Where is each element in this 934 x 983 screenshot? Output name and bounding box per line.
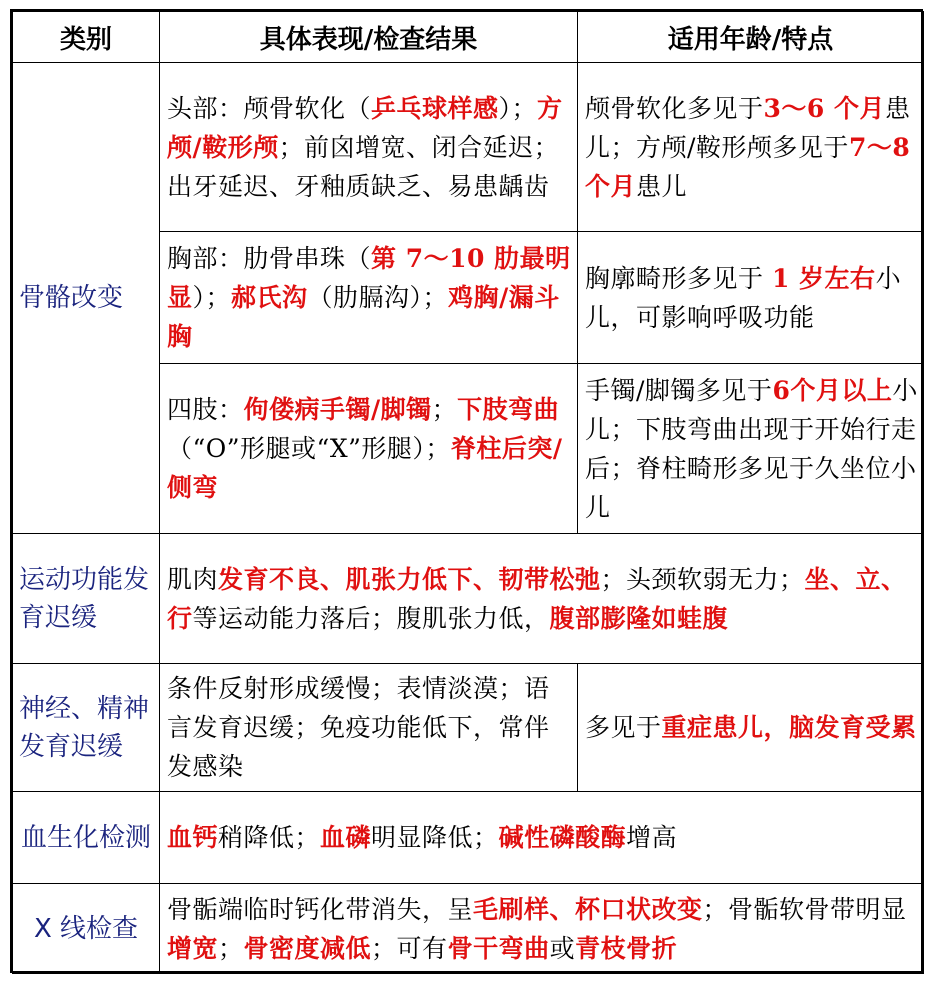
highlight-text: 脊柱后突/侧弯 bbox=[167, 434, 563, 502]
table-row-neuro bbox=[13, 664, 924, 792]
category-blood: 血生化检测 bbox=[13, 792, 160, 884]
body-text: ；可有 bbox=[371, 933, 448, 963]
body-text: ）； bbox=[498, 93, 538, 123]
body-text: ； bbox=[431, 395, 458, 424]
highlight-text: 骨干弯曲 bbox=[447, 933, 550, 963]
body-text: ；前囟增宽、闭合延迟；出牙延迟、牙釉质缺乏、易患龋齿 bbox=[167, 132, 560, 201]
highlight-text: 6个月以上 bbox=[772, 375, 893, 405]
category-xray: X 线检查 bbox=[13, 884, 160, 974]
category-neuro: 神经、精神发育迟缓 bbox=[13, 664, 160, 792]
table-row-motor bbox=[13, 534, 924, 664]
body-text: 稍降低； bbox=[218, 823, 321, 852]
body-text: 小儿，可影响呼吸功能 bbox=[585, 263, 902, 332]
body-text: （“O”形腿或“X”形腿）； bbox=[167, 434, 451, 463]
body-text: 骨骺端临时钙化带消失，呈 bbox=[167, 894, 474, 924]
highlight-text: 血钙 bbox=[167, 823, 219, 852]
body-text: ； bbox=[218, 933, 244, 963]
table-row-blood bbox=[13, 792, 924, 884]
summary-table-frame bbox=[10, 9, 923, 973]
detail-neuro bbox=[160, 664, 578, 792]
feature-neuro bbox=[578, 664, 924, 792]
body-text: 患儿；方颅/鞍形颅多见于 bbox=[585, 93, 911, 162]
body-text: 等运动能力落后；腹肌张力低， bbox=[192, 603, 550, 633]
body-text: 头部：颅骨软化（ bbox=[167, 93, 372, 123]
body-text: 肌肉 bbox=[167, 564, 219, 594]
highlight-text: 1 岁左右 bbox=[771, 263, 876, 293]
highlight-text: 青枝骨折 bbox=[575, 933, 678, 963]
highlight-text: 第 7～10 肋最明显 bbox=[167, 244, 571, 312]
feature-bone-head bbox=[578, 63, 924, 232]
detail-bone-limbs bbox=[160, 364, 578, 534]
body-text: 多见于 bbox=[585, 713, 662, 742]
highlight-text: 重症患儿，脑发育受累 bbox=[661, 713, 917, 742]
header-category: 类别 bbox=[13, 12, 160, 63]
header-detail: 具体表现/检查结果 bbox=[160, 12, 578, 63]
body-text: ；头颈软弱无力； bbox=[600, 564, 805, 594]
feature-bone-chest bbox=[578, 232, 924, 364]
table-row-xray bbox=[13, 884, 924, 974]
feature-bone-limbs bbox=[578, 364, 924, 534]
body-text: 胸部：肋骨串珠（ bbox=[167, 244, 372, 273]
body-text: （肋膈沟）； bbox=[307, 283, 449, 312]
rickets-summary-table bbox=[12, 11, 924, 974]
highlight-text: 增宽 bbox=[167, 933, 219, 963]
highlight-text: 佝偻病手镯/脚镯 bbox=[243, 395, 432, 424]
highlight-text: 鸡胸/漏斗胸 bbox=[167, 283, 560, 351]
detail-bone-chest bbox=[160, 232, 578, 364]
highlight-text: 骨密度减低 bbox=[243, 933, 372, 963]
body-text: 四肢： bbox=[167, 395, 244, 424]
body-text: 条件反射形成缓慢；表情淡漠；语言发育迟缓；免疫功能低下，常伴发感染 bbox=[167, 674, 550, 781]
body-text: 手镯/脚镯多见于 bbox=[585, 375, 773, 405]
body-text: 小儿；下肢弯曲出现于开始行走后；脊柱畸形多见于久坐位小儿 bbox=[585, 375, 918, 522]
body-text: 颅骨软化多见于 bbox=[585, 93, 764, 123]
body-text: 增高 bbox=[626, 823, 678, 852]
highlight-text: 下肢弯曲 bbox=[457, 395, 560, 424]
table-row-bone-head bbox=[13, 63, 924, 232]
category-bone: 骨骼改变 bbox=[13, 63, 160, 534]
body-text: 明显降低； bbox=[371, 823, 499, 852]
body-text: ）； bbox=[192, 283, 232, 312]
highlight-text: 发育不良、肌张力低下、韧带松弛 bbox=[218, 564, 601, 594]
highlight-text: 碱性磷酸酶 bbox=[498, 823, 627, 852]
body-text: 胸廓畸形多见于 bbox=[585, 263, 772, 293]
detail-motor bbox=[160, 534, 924, 664]
body-text: ；骨骺软骨带明显 bbox=[702, 894, 907, 924]
highlight-text: 郝氏沟 bbox=[231, 283, 308, 312]
highlight-text: 3～6 个月 bbox=[763, 93, 886, 123]
highlight-text: 坐、立、行 bbox=[167, 564, 907, 633]
highlight-text: 方颅/鞍形颅 bbox=[167, 93, 563, 162]
body-text: 或 bbox=[549, 933, 576, 963]
detail-xray bbox=[160, 884, 924, 974]
body-text: 患儿 bbox=[636, 171, 688, 201]
highlight-text: 乒乓球样感 bbox=[371, 93, 499, 123]
category-motor: 运动功能发育迟缓 bbox=[13, 534, 160, 664]
detail-blood bbox=[160, 792, 924, 884]
highlight-text: 7～8 个月 bbox=[585, 132, 911, 201]
highlight-text: 腹部膨隆如蛙腹 bbox=[549, 603, 729, 633]
highlight-text: 血磷 bbox=[320, 823, 372, 852]
header-feature: 适用年龄/特点 bbox=[578, 12, 924, 63]
detail-bone-head bbox=[160, 63, 578, 232]
header-row bbox=[13, 12, 924, 63]
highlight-text: 毛刷样、杯口状改变 bbox=[473, 894, 703, 924]
